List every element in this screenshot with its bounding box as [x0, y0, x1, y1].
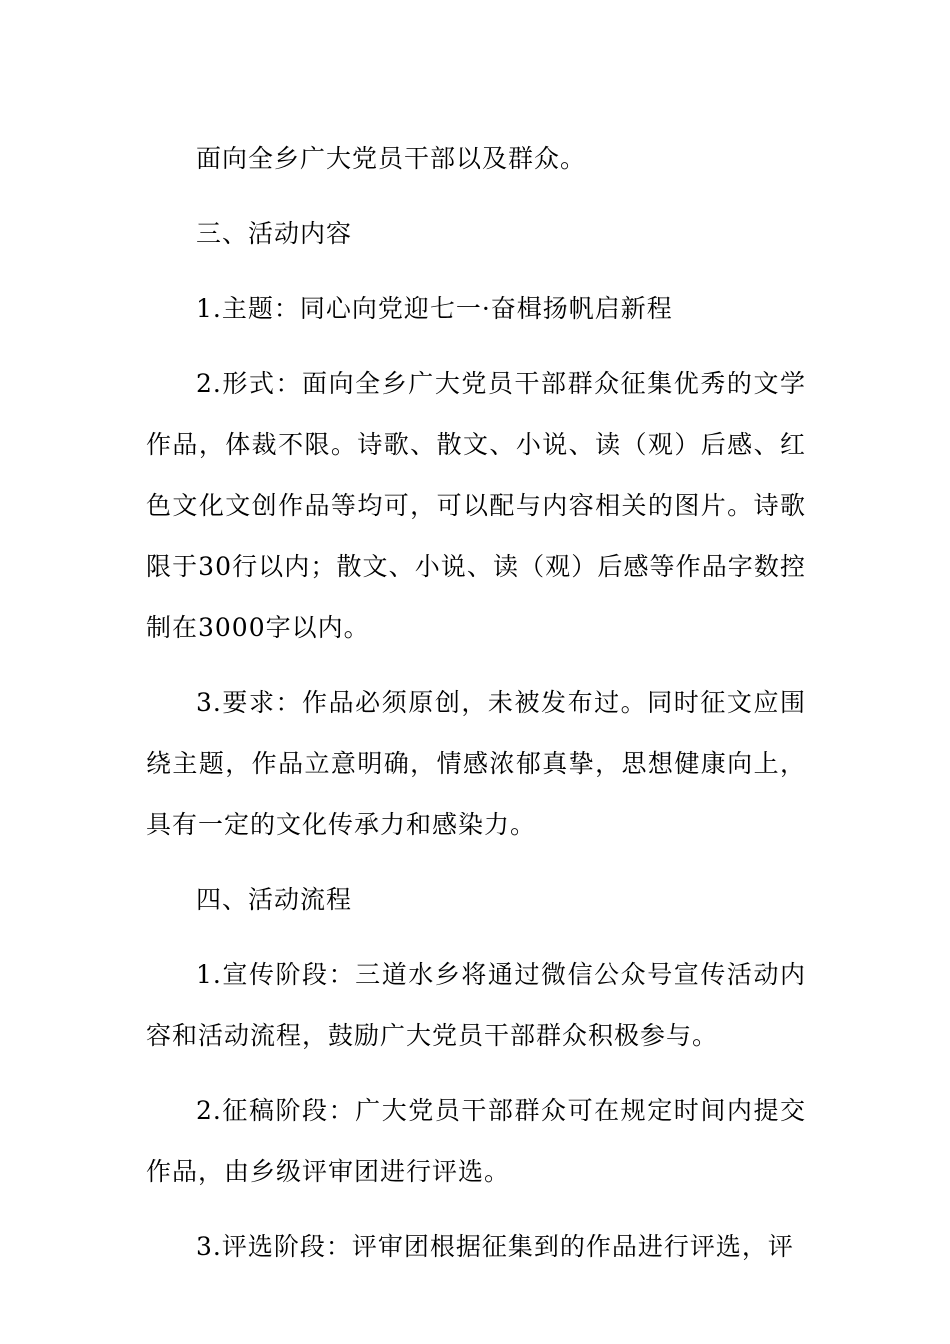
paragraph-gap	[146, 339, 806, 353]
paragraph-gap	[146, 1066, 806, 1080]
section-heading-activity-process: 四、活动流程	[196, 885, 353, 914]
paragraph-gap	[146, 658, 806, 672]
paragraph-theme: 1.主题：同心向党迎七一·奋楫扬帆启新程	[196, 294, 673, 323]
section-heading-activity-content: 三、活动内容	[196, 219, 353, 248]
paragraph-gap	[146, 855, 806, 869]
paragraph-gap	[146, 189, 806, 203]
document-body	[146, 128, 806, 1277]
paragraph-audience: 面向全乡广大党员干部以及群众。	[196, 144, 587, 173]
paragraph-requirements: 3.要求：作品必须原创，未被发布过。同时征文应围绕主题，作品立意明确，情感浓郁真挚，思想健康向上，具有一定的文化传承力和感染力。	[146, 688, 806, 839]
paragraph-gap	[146, 930, 806, 944]
paragraph-gap	[146, 264, 806, 278]
paragraph-submission-stage: 2.征稿阶段：广大党员干部群众可在规定时间内提交作品，由乡级评审团进行评选。	[146, 1096, 806, 1186]
paragraph-format: 2.形式：面向全乡广大党员干部群众征集优秀的文学作品，体裁不限。诗歌、散文、小说、读（观）后感、红色文化文创作品等均可，可以配与内容相关的图片。诗歌限于30行以内；散文、小说、读（观）后感等作品字数控制在3000字以内。	[146, 369, 806, 642]
paragraph-selection-stage: 3.评选阶段：评审团根据征集到的作品进行评选，评	[196, 1232, 794, 1261]
paragraph-gap	[146, 1202, 806, 1216]
paragraph-promotion-stage: 1.宣传阶段：三道水乡将通过微信公众号宣传活动内容和活动流程，鼓励广大党员干部群众积极参与。	[146, 960, 806, 1050]
